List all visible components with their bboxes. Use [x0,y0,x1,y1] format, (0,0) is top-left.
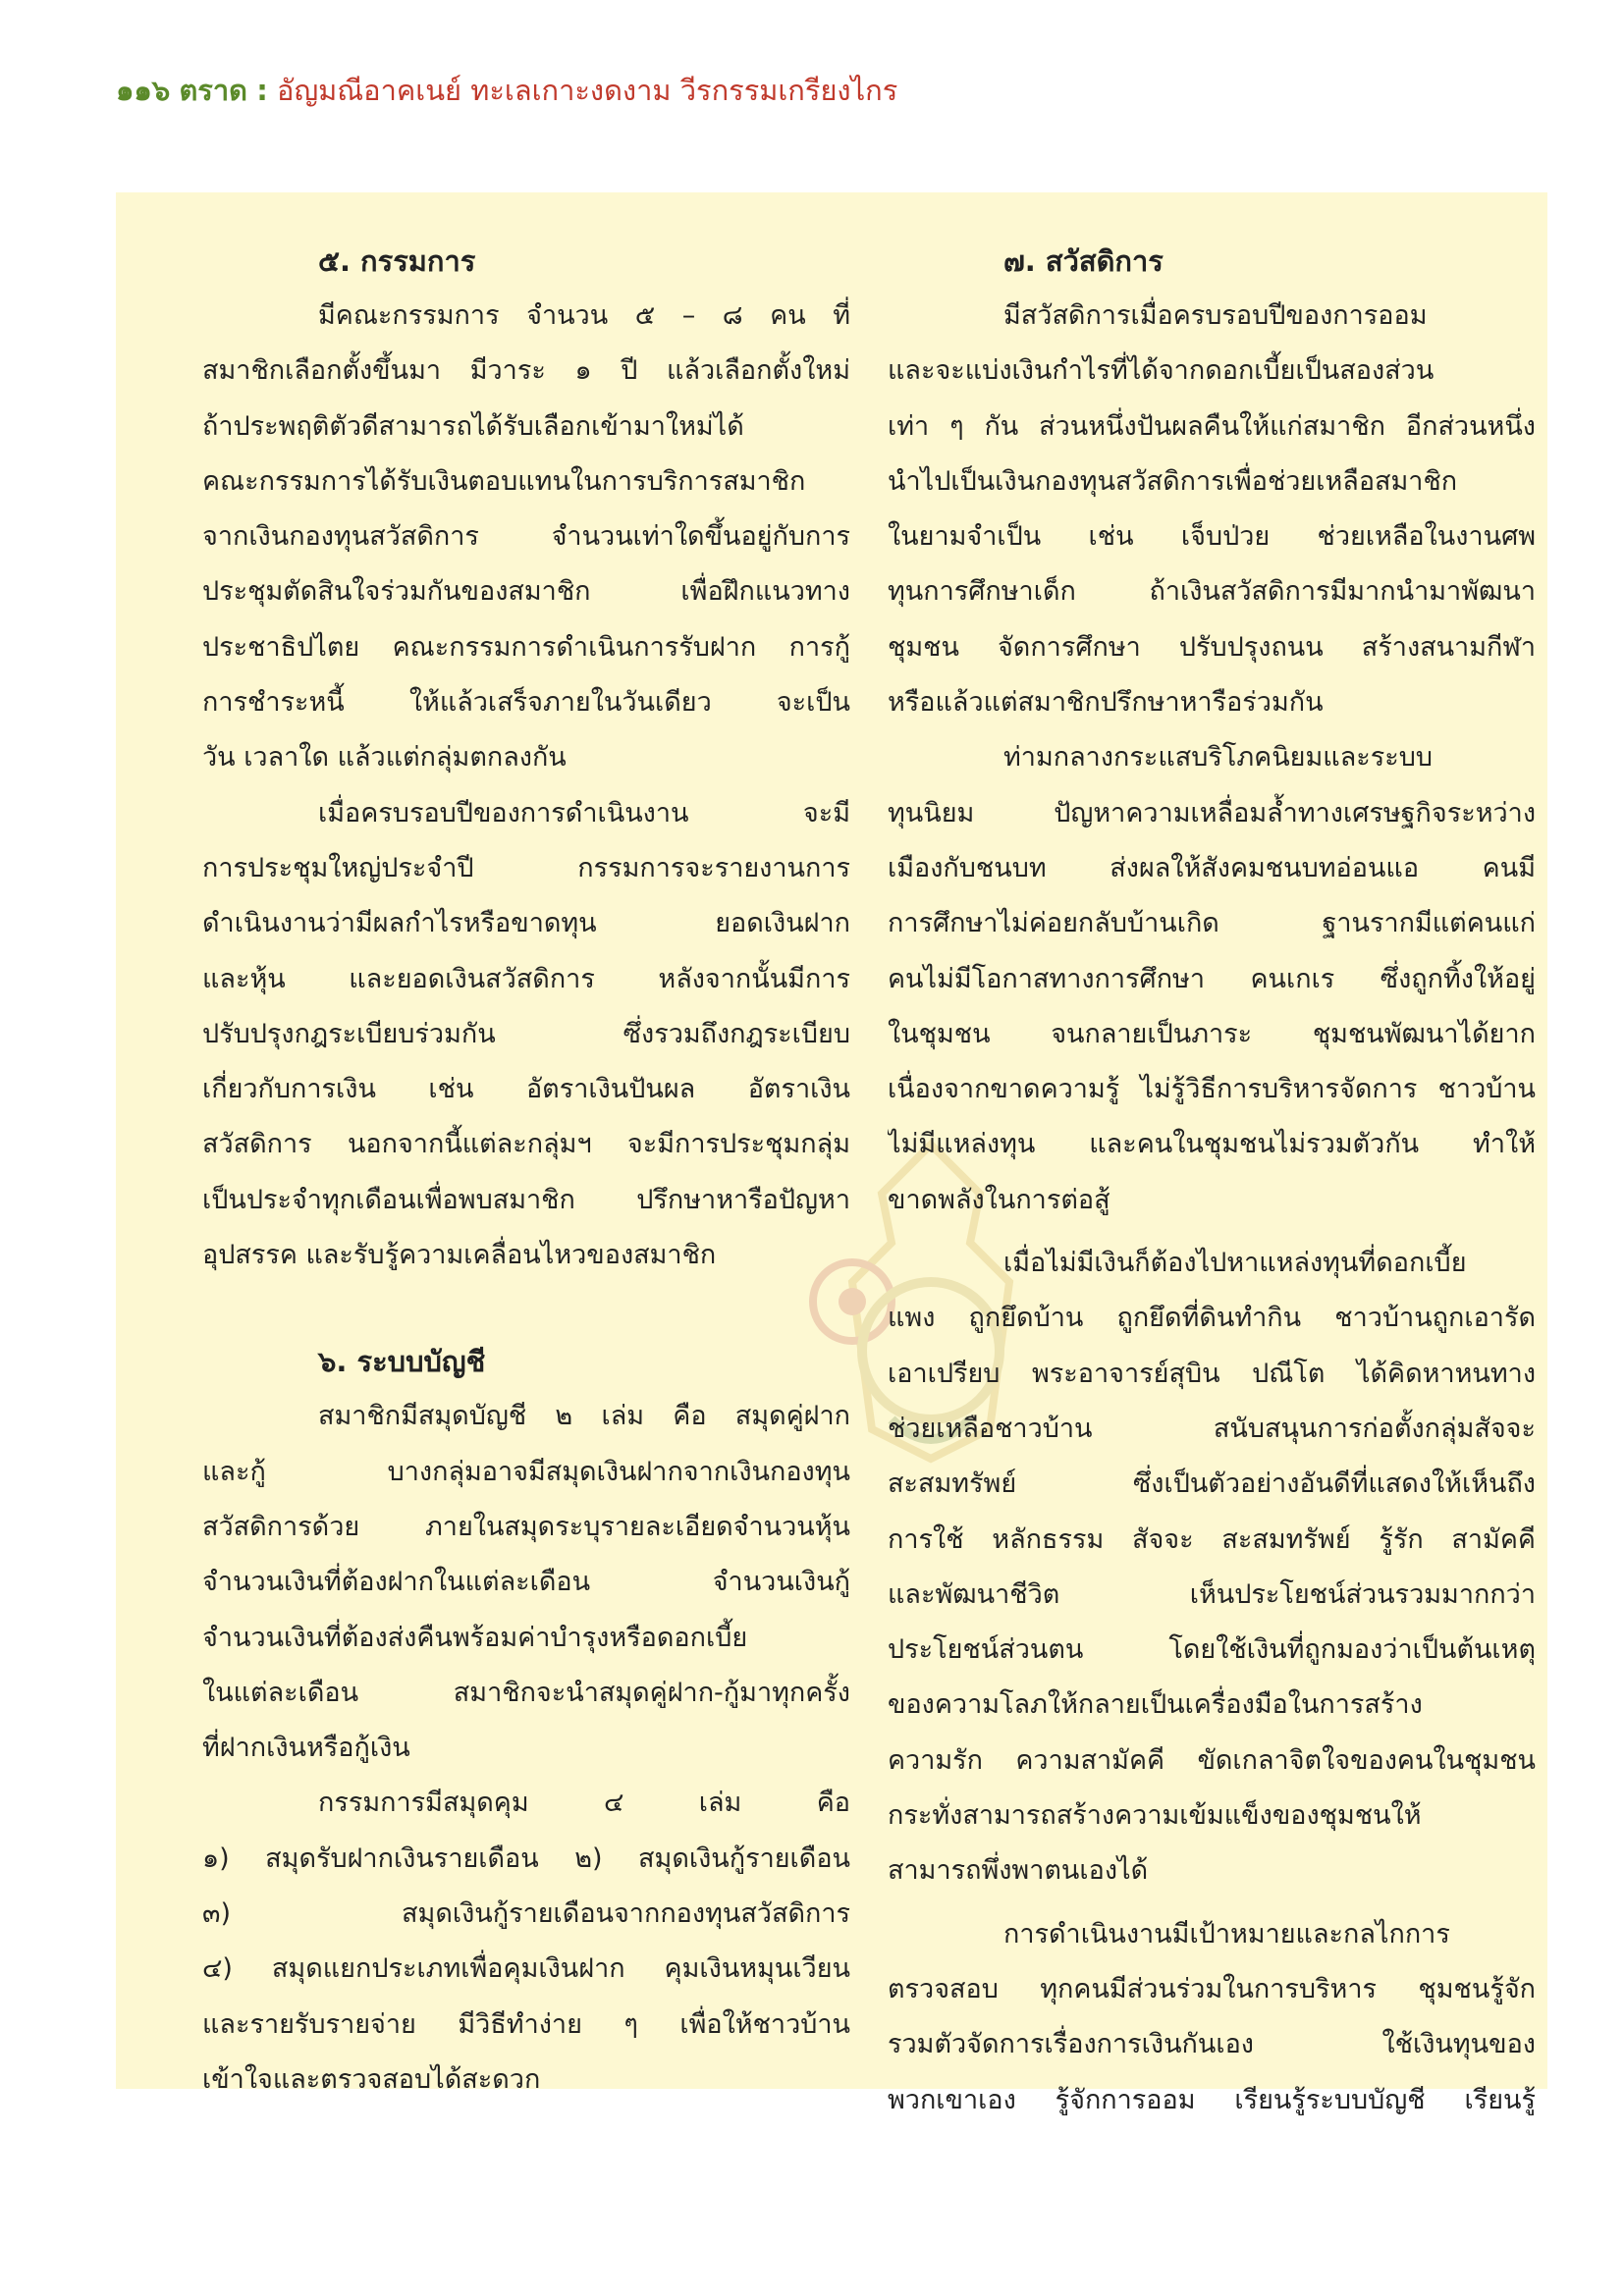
text-line: นำไปเป็นเงินกองทุนสวัสดิการเพื่อช่วยเหลือสมาชิก [888,465,1458,497]
text-line: คณะกรรมการได้รับเงินตอบแทนในการบริการสมาชิก [202,465,806,497]
right-column [888,234,1536,2128]
text-line: ความรัก ความสามัคคี ขัดเกลาจิตใจของคนในชุมชน [888,1744,1536,1776]
text-line: สวัสดิการด้วย ภายในสมุดระบุรายละเอียดจำนวนหุ้น [202,1511,850,1542]
running-header [116,61,1510,120]
text-line: ชุมชน จัดการศึกษา ปรับปรุงถนน สร้างสนามกีฬา [888,631,1536,663]
text-line: คนไม่มีโอกาสทางการศึกษา คนเกเร ซึ่งถูกทิ้งให้อยู่ [888,963,1536,994]
text-line: ในยามจำเป็น เช่น เจ็บป่วย ช่วยเหลือในงานศพ [888,521,1536,553]
text-line: สามารถพึ่งพาตนเองได้ [888,1855,1149,1887]
text-line: ๑) สมุดรับฝากเงินรายเดือน ๒) สมุดเงินกู้รายเดือน [202,1842,850,1874]
text-line: ช่วยเหลือชาวบ้าน สนับสนุนการก่อตั้งกลุ่มสัจจะ [888,1413,1536,1444]
text-line: ทุนนิยม ปัญหาความเหลื่อมล้ำทางเศรษฐกิจระหว่าง [888,797,1536,828]
text-line: พวกเขาเอง รู้จักการออม เรียนรู้ระบบบัญชี เรียนรู้ [888,2084,1536,2115]
text-line: การใช้ หลักธรรม สัจจะ สะสมทรัพย์ รู้รัก สามัคคี [888,1523,1536,1555]
text-line: สมาชิกเลือกตั้งขึ้นมา มีวาระ ๑ ปี แล้วเลือกตั้งใหม่ [202,355,850,387]
text-line: สะสมทรัพย์ ซึ่งเป็นตัวอย่างอันดีที่แสดงให้เห็นถึง [888,1468,1536,1500]
text-line: จากเงินกองทุนสวัสดิการ จำนวนเท่าใดขึ้นอยู่กับการ [202,521,850,553]
text-line: จำนวนเงินที่ต้องฝากในแต่ละเดือน จำนวนเงินกู้ [202,1567,850,1598]
province-name: ตราด [179,74,247,107]
text-line: ประชุมตัดสินใจร่วมกันของสมาชิก เพื่อฝึกแนวทาง [202,576,850,608]
text-line: หรือแล้วแต่สมาชิกปรึกษาหารือร่วมกัน [888,687,1324,719]
text-line: สมาชิกมีสมุดบัญชี ๒ เล่ม คือ สมุดคู่ฝาก [318,1401,850,1432]
text-line: ปรับปรุงกฎระเบียบร่วมกัน ซึ่งรวมถึงกฎระเบียบ [202,1018,850,1049]
text-line: การศึกษาไม่ค่อยกลับบ้านเกิด ฐานรากมีแต่คนแก่ [888,908,1536,939]
text-line: ในชุมชน จนกลายเป็นภาระ ชุมชนพัฒนาได้ยาก [888,1018,1536,1049]
text-line: และกู้ บางกลุ่มอาจมีสมุดเงินฝากจากเงินกองทุน [202,1456,850,1487]
text-line: สวัสดิการ นอกจากนี้แต่ละกลุ่มฯ จะมีการประชุมกลุ่ม [202,1129,850,1160]
text-line: ไม่มีแหล่งทุน และคนในชุมชนไม่รวมตัวกัน ทำให้ [888,1129,1536,1160]
text-line: เมื่อไม่มีเงินก็ต้องไปหาแหล่งทุนที่ดอกเบี้ย [1003,1248,1467,1279]
text-line: ในแต่ละเดือน สมาชิกจะนำสมุดคู่ฝาก-กู้มาทุกครั้ง [202,1677,850,1708]
text-line: และพัฒนาชีวิต เห็นประโยชน์ส่วนรวมมากกว่า [888,1578,1536,1610]
text-line: การประชุมใหญ่ประจำปี กรรมการจะรายงานการ [202,852,850,883]
text-line: เข้าใจและตรวจสอบได้สะดวก [202,2063,541,2095]
text-line: เมื่อครบรอบปีของการดำเนินงาน จะมี [318,797,850,828]
text-line: เอาเปรียบ พระอาจารย์สุบิน ปณีโต ได้คิดหาหนทาง [888,1358,1536,1389]
text-line: รวมตัวจัดการเรื่องการเงินกันเอง ใช้เงินทุนของ [888,2029,1536,2060]
text-line: เนื่องจากขาดความรู้ ไม่รู้วิธีการบริหารจัดการ ชาวบ้าน [888,1074,1536,1105]
text-line: และรายรับรายจ่าย มีวิธีทำง่าย ๆ เพื่อให้ชาวบ้าน [202,2008,850,2040]
section-heading-6: ๖. ระบบบัญชี [318,1345,486,1379]
text-line: และหุ้น และยอดเงินสวัสดิการ หลังจากนั้นมีการ [202,963,850,994]
header-separator: : [256,74,268,107]
text-line: ถ้าประพฤติตัวดีสามารถได้รับเลือกเข้ามาใหม่ได้ [202,410,744,442]
text-line: ประชาธิปไตย คณะกรรมการดำเนินการรับฝาก การกู้ [202,631,850,663]
text-line: วัน เวลาใด แล้วแต่กลุ่มตกลงกัน [202,742,567,774]
content-panel [116,192,1547,2115]
text-line: แพง ถูกยึดบ้าน ถูกยึดที่ดินทำกิน ชาวบ้านถูกเอารัด [888,1303,1536,1334]
text-line: มีคณะกรรมการ จำนวน ๕ – ๘ คน ที่ [318,300,850,331]
text-line: การชำระหนี้ ให้แล้วเสร็จภายในวันเดียว จะเป็น [202,687,850,719]
text-line: ท่ามกลางกระแสบริโภคนิยมและระบบ [1003,742,1434,774]
text-line: กรรมการมีสมุดคุม ๔ เล่ม คือ [318,1788,850,1819]
text-line: ประโยชน์ส่วนตน โดยใช้เงินที่ถูกมองว่าเป็นต้นเหตุ [888,1634,1536,1666]
text-line: ขาดพลังในการต่อสู้ [888,1184,1110,1215]
text-line: เท่า ๆ กัน ส่วนหนึ่งปันผลคืนให้แก่สมาชิก อีกส่วนหนึ่ง [888,410,1536,442]
text-line: ๓) สมุดเงินกู้รายเดือนจากกองทุนสวัสดิการ [202,1898,850,1930]
text-line: ตรวจสอบ ทุกคนมีส่วนร่วมในการบริหาร ชุมชนรู้จัก [888,1973,1536,2004]
text-line: และจะแบ่งเงินกำไรที่ได้จากดอกเบี้ยเป็นสองส่วน [888,355,1435,387]
text-line: อุปสรรค และรับรู้ความเคลื่อนไหวของสมาชิก [202,1240,717,1271]
text-line: ของความโลภให้กลายเป็นเครื่องมือในการสร้าง [888,1689,1423,1721]
left-column [202,234,850,2108]
text-line: ๔) สมุดแยกประเภทเพื่อคุมเงินฝาก คุมเงินหมุนเวียน [202,1953,850,1985]
text-line: มีสวัสดิการเมื่อครบรอบปีของการออม [1003,300,1428,331]
text-line: ดำเนินงานว่ามีผลกำไรหรือขาดทุน ยอดเงินฝาก [202,908,850,939]
text-line: การดำเนินงานมีเป้าหมายและกลไกการ [1003,1918,1450,1949]
text-line: เมืองกับชนบท ส่งผลให้สังคมชนบทอ่อนแอ คนมี [888,852,1536,883]
book-title: อัญมณีอาคเนย์ ทะเลเกาะงดงาม วีรกรรมเกรียงไกร [277,74,898,107]
text-line: เป็นประจำทุกเดือนเพื่อพบสมาชิก ปรึกษาหารือปัญหา [202,1184,850,1215]
page-number: ๑๑๖ [116,74,171,107]
text-line: เกี่ยวกับการเงิน เช่น อัตราเงินปันผล อัตราเงิน [202,1074,850,1105]
section-heading-7: ๗. สวัสดิการ [1003,244,1164,278]
text-line: จำนวนเงินที่ต้องส่งคืนพร้อมค่าบำรุงหรือดอกเบี้ย [202,1622,748,1653]
text-line: กระทั่งสามารถสร้างความเข้มแข็งของชุมชนให้ [888,1800,1422,1832]
text-line: ทุนการศึกษาเด็ก ถ้าเงินสวัสดิการมีมากนำมาพัฒนา [888,576,1536,608]
text-line: ที่ฝากเงินหรือกู้เงิน [202,1733,410,1764]
section-heading-5: ๕. กรรมการ [318,244,476,278]
